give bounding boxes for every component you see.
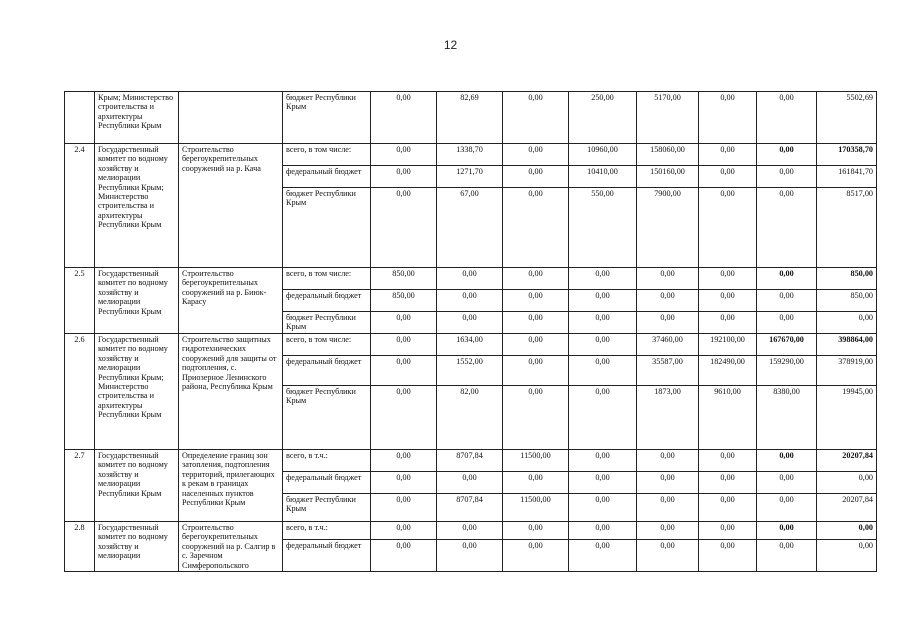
amount-cell: 192100,00: [699, 334, 757, 356]
amount-cell: 0,00: [637, 522, 699, 540]
amount-cell: 0,00: [757, 144, 817, 166]
row-object: [179, 92, 283, 144]
amount-cell: 0,00: [503, 268, 569, 290]
amount-cell: 0,00: [699, 92, 757, 144]
amount-cell: 0,00: [437, 312, 503, 334]
amount-cell: 1552,00: [437, 356, 503, 386]
funding-source: всего, в т.ч.:: [283, 450, 371, 472]
amount-cell: 0,00: [569, 334, 637, 356]
amount-cell: 182490,00: [699, 356, 757, 386]
amount-cell: 850,00: [817, 268, 877, 290]
amount-cell: 0,00: [371, 356, 437, 386]
amount-cell: 19945,00: [817, 386, 877, 450]
amount-cell: 0,00: [437, 268, 503, 290]
budget-table: [64, 91, 877, 572]
amount-cell: 0,00: [569, 494, 637, 522]
amount-cell: 0,00: [371, 92, 437, 144]
amount-cell: 0,00: [637, 540, 699, 572]
amount-cell: 1271,70: [437, 166, 503, 188]
row-code: 2.7: [65, 450, 95, 522]
amount-cell: 82,00: [437, 386, 503, 450]
amount-cell: 0,00: [437, 522, 503, 540]
amount-cell: 0,00: [637, 472, 699, 494]
amount-cell: 20207,84: [817, 494, 877, 522]
amount-cell: 550,00: [569, 188, 637, 268]
amount-cell: 161841,70: [817, 166, 877, 188]
amount-cell: 850,00: [371, 290, 437, 312]
funding-source: всего, в том числе:: [283, 334, 371, 356]
table-row: [65, 144, 877, 166]
amount-cell: 0,00: [637, 494, 699, 522]
amount-cell: 0,00: [699, 268, 757, 290]
amount-cell: 0,00: [637, 450, 699, 472]
amount-cell: 0,00: [699, 166, 757, 188]
amount-cell: 0,00: [569, 290, 637, 312]
amount-cell: 0,00: [817, 540, 877, 572]
funding-source: федеральный бюджет: [283, 356, 371, 386]
row-code: 2.8: [65, 522, 95, 572]
amount-cell: 0,00: [569, 450, 637, 472]
amount-cell: 0,00: [757, 522, 817, 540]
amount-cell: 0,00: [699, 540, 757, 572]
table-row: [65, 334, 877, 356]
row-executor: Государственный комитет по водному хозяйству и мелиорации: [95, 522, 179, 572]
amount-cell: 0,00: [817, 472, 877, 494]
row-executor: Государственный комитет по водному хозяйству и мелиорации Республики Крым; Министерство строительства и архитектуры Республики Крым: [95, 144, 179, 268]
amount-cell: 8380,00: [757, 386, 817, 450]
table-row: [65, 522, 877, 540]
amount-cell: 10410,00: [569, 166, 637, 188]
amount-cell: 0,00: [437, 472, 503, 494]
funding-source: бюджет Республики Крым: [283, 386, 371, 450]
amount-cell: 0,00: [371, 312, 437, 334]
amount-cell: 0,00: [817, 312, 877, 334]
amount-cell: 167670,00: [757, 334, 817, 356]
row-code: 2.5: [65, 268, 95, 334]
amount-cell: 0,00: [371, 188, 437, 268]
amount-cell: 0,00: [503, 356, 569, 386]
amount-cell: 5170,00: [637, 92, 699, 144]
amount-cell: 0,00: [371, 144, 437, 166]
row-executor: Государственный комитет по водному хозяйству и мелиорации Республики Крым: [95, 268, 179, 334]
amount-cell: 378919,00: [817, 356, 877, 386]
row-code: [65, 92, 95, 144]
funding-source: федеральный бюджет: [283, 540, 371, 572]
amount-cell: 850,00: [817, 290, 877, 312]
amount-cell: 159290,00: [757, 356, 817, 386]
amount-cell: 0,00: [371, 472, 437, 494]
amount-cell: 0,00: [371, 334, 437, 356]
row-object: Строительство защитных гидротехнических сооружений для защиты от подтопления, с. Приозерное Ленинского района, Республика Крым: [179, 334, 283, 450]
amount-cell: 0,00: [371, 166, 437, 188]
funding-source: федеральный бюджет: [283, 290, 371, 312]
amount-cell: 11500,00: [503, 450, 569, 472]
amount-cell: 0,00: [757, 312, 817, 334]
amount-cell: 398864,00: [817, 334, 877, 356]
funding-source: всего, в т.ч.:: [283, 522, 371, 540]
amount-cell: 0,00: [699, 450, 757, 472]
amount-cell: 0,00: [637, 268, 699, 290]
amount-cell: 0,00: [569, 386, 637, 450]
amount-cell: 0,00: [437, 290, 503, 312]
amount-cell: 0,00: [371, 540, 437, 572]
amount-cell: 0,00: [371, 494, 437, 522]
amount-cell: 0,00: [699, 290, 757, 312]
funding-source: всего, в том числе:: [283, 144, 371, 166]
amount-cell: 158060,00: [637, 144, 699, 166]
row-executor: Государственный комитет по водному хозяйству и мелиорации Республики Крым; Министерство строительства и архитектуры Республики Крым: [95, 334, 179, 450]
amount-cell: 0,00: [371, 386, 437, 450]
amount-cell: 0,00: [757, 290, 817, 312]
row-executor: Крым; Министерство строительства и архитектуры Республики Крым: [95, 92, 179, 144]
amount-cell: 37460,00: [637, 334, 699, 356]
amount-cell: 8707,84: [437, 450, 503, 472]
row-code: 2.6: [65, 334, 95, 450]
row-object: Определение границ зон затопления, подтопления территорий, прилегающих к рекам в границах населенных пунктов Республики Крым: [179, 450, 283, 522]
funding-source: бюджет Республики Крым: [283, 494, 371, 522]
amount-cell: 0,00: [757, 92, 817, 144]
amount-cell: 0,00: [699, 522, 757, 540]
table-row: [65, 268, 877, 290]
amount-cell: 0,00: [503, 188, 569, 268]
amount-cell: 0,00: [503, 472, 569, 494]
amount-cell: 7900,00: [637, 188, 699, 268]
amount-cell: 0,00: [503, 144, 569, 166]
row-object: Строительство берегоукрепительных сооружений на р. Салгир в с. Заречном Симферопольского: [179, 522, 283, 572]
row-code: 2.4: [65, 144, 95, 268]
amount-cell: 0,00: [699, 144, 757, 166]
amount-cell: 82,69: [437, 92, 503, 144]
amount-cell: 0,00: [757, 188, 817, 268]
amount-cell: 8517,00: [817, 188, 877, 268]
page-number: 12: [443, 38, 458, 52]
amount-cell: 8707,84: [437, 494, 503, 522]
amount-cell: 0,00: [503, 540, 569, 572]
amount-cell: 1338,70: [437, 144, 503, 166]
amount-cell: 35587,00: [637, 356, 699, 386]
amount-cell: 0,00: [503, 312, 569, 334]
amount-cell: 170358,70: [817, 144, 877, 166]
amount-cell: 0,00: [699, 494, 757, 522]
amount-cell: 0,00: [503, 92, 569, 144]
amount-cell: 11500,00: [503, 494, 569, 522]
funding-source: бюджет Республики Крым: [283, 188, 371, 268]
amount-cell: 20207,84: [817, 450, 877, 472]
funding-source: федеральный бюджет: [283, 472, 371, 494]
amount-cell: 5502,69: [817, 92, 877, 144]
funding-source: бюджет Республики Крым: [283, 92, 371, 144]
row-object: Строительство берегоукрепительных сооружений на р. Кача: [179, 144, 283, 268]
amount-cell: 10960,00: [569, 144, 637, 166]
amount-cell: 0,00: [569, 522, 637, 540]
amount-cell: 0,00: [699, 472, 757, 494]
amount-cell: 0,00: [503, 522, 569, 540]
amount-cell: 67,00: [437, 188, 503, 268]
amount-cell: 1634,00: [437, 334, 503, 356]
amount-cell: 0,00: [569, 312, 637, 334]
amount-cell: 150160,00: [637, 166, 699, 188]
row-object: Строительство берегоукрепительных сооружений на р. Биюк-Карасу: [179, 268, 283, 334]
amount-cell: 0,00: [757, 540, 817, 572]
amount-cell: 0,00: [503, 290, 569, 312]
amount-cell: 0,00: [757, 450, 817, 472]
amount-cell: 0,00: [757, 268, 817, 290]
amount-cell: 0,00: [371, 450, 437, 472]
funding-source: федеральный бюджет: [283, 166, 371, 188]
amount-cell: 0,00: [817, 522, 877, 540]
amount-cell: 1873,00: [637, 386, 699, 450]
amount-cell: 0,00: [569, 472, 637, 494]
amount-cell: 0,00: [569, 356, 637, 386]
amount-cell: 0,00: [637, 312, 699, 334]
amount-cell: 0,00: [569, 268, 637, 290]
row-executor: Государственный комитет по водному хозяйству и мелиорации Республики Крым: [95, 450, 179, 522]
amount-cell: 0,00: [757, 472, 817, 494]
amount-cell: 0,00: [699, 312, 757, 334]
table-row: [65, 450, 877, 472]
amount-cell: 0,00: [437, 540, 503, 572]
funding-source: бюджет Республики Крым: [283, 312, 371, 334]
table-row: [65, 92, 877, 144]
amount-cell: 0,00: [503, 166, 569, 188]
amount-cell: 0,00: [757, 166, 817, 188]
amount-cell: 0,00: [699, 188, 757, 268]
amount-cell: 0,00: [371, 522, 437, 540]
amount-cell: 0,00: [637, 290, 699, 312]
amount-cell: 250,00: [569, 92, 637, 144]
amount-cell: 0,00: [503, 334, 569, 356]
amount-cell: 9610,00: [699, 386, 757, 450]
amount-cell: 850,00: [371, 268, 437, 290]
amount-cell: 0,00: [757, 494, 817, 522]
amount-cell: 0,00: [569, 540, 637, 572]
amount-cell: 0,00: [503, 386, 569, 450]
funding-source: всего, в том числе:: [283, 268, 371, 290]
